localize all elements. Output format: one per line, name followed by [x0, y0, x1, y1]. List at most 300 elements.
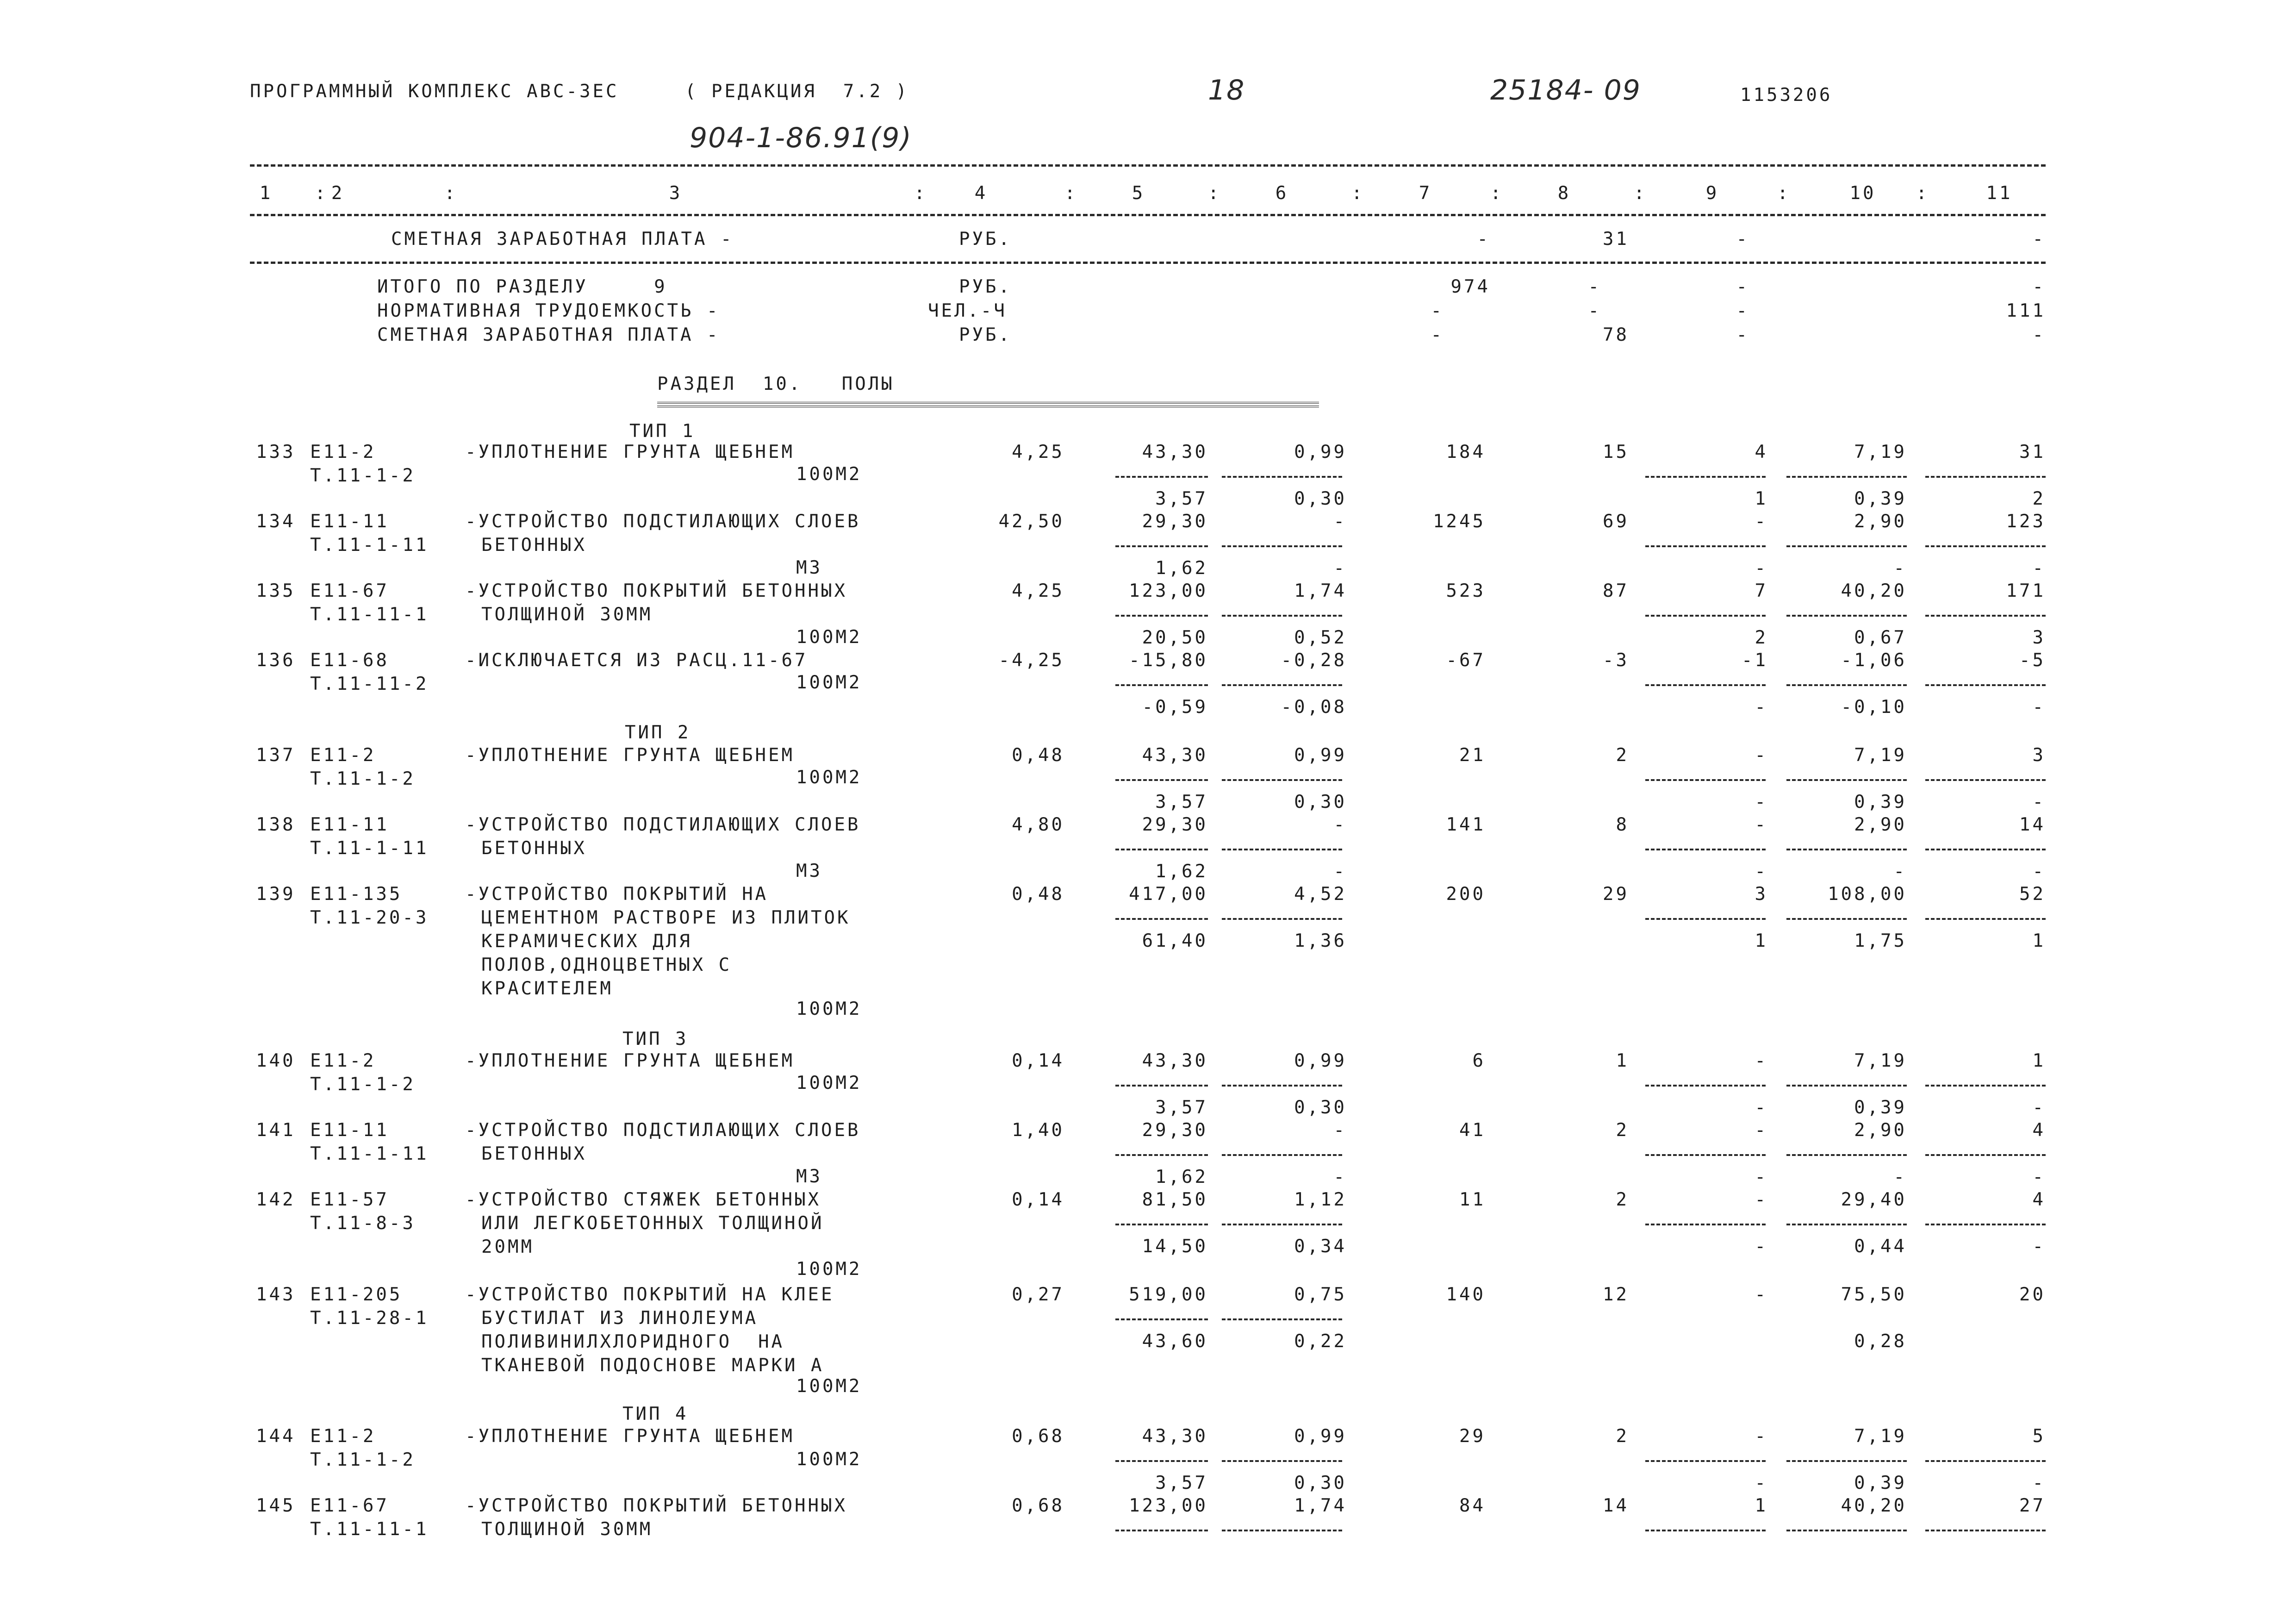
work-description: -УСТРОЙСТВО ПОКРЫТИЙ НА КЛЕЕ — [465, 1284, 834, 1305]
cell-divider — [1222, 545, 1342, 547]
column-sep: : — [315, 183, 328, 204]
wage-total: 2 — [1616, 1426, 1629, 1447]
wage-total: 15 — [1603, 442, 1629, 462]
row-number: 142 — [256, 1189, 296, 1210]
machine-wage: 0,52 — [1294, 627, 1347, 648]
machine-wage-total: 1 — [1755, 488, 1768, 509]
total-cost: 523 — [1446, 581, 1486, 601]
work-description: ТКАНЕВОЙ ПОДОСНОВЕ МАРКИ А — [481, 1355, 824, 1376]
quantity: 4,25 — [1012, 442, 1064, 462]
machine-wage-total: - — [1755, 697, 1768, 718]
cell-divider — [1115, 476, 1208, 478]
cell-divider — [1115, 1224, 1208, 1225]
total-cost: 84 — [1459, 1495, 1486, 1516]
cell-divider — [1925, 1085, 2046, 1087]
section-total-unit: РУБ. — [959, 276, 1012, 297]
cell-divider — [1645, 684, 1766, 686]
cell-divider — [1925, 1460, 2046, 1462]
rate-code: Е11-68 — [310, 650, 389, 671]
program-title: ПРОГРАММНЫЙ КОМПЛЕКС АВС-3ЕС — [250, 81, 619, 102]
rate-code: Е11-67 — [310, 1495, 389, 1516]
unit-label: 100М2 — [796, 1259, 862, 1280]
cell-divider — [1645, 1154, 1766, 1156]
cell-divider — [1222, 1154, 1342, 1156]
summary-wage-c11: - — [2032, 229, 2046, 250]
section-wage-c7: - — [1431, 325, 1444, 345]
header-rule-bottom — [250, 214, 2046, 216]
machine-wage-total: - — [1755, 861, 1768, 882]
cell-divider — [1786, 1224, 1907, 1225]
type-heading: ТИП 3 — [622, 1029, 689, 1049]
header-rule-top — [250, 164, 2046, 167]
row-number: 135 — [256, 581, 296, 601]
work-description: -УСТРОЙСТВО ПОДСТИЛАЮЩИХ СЛОЕВ — [465, 1120, 861, 1141]
column-header-9: 9 — [1705, 183, 1719, 204]
wage-per-unit: 14 — [2019, 814, 2046, 835]
cell-divider — [1925, 779, 2046, 781]
table-reference: Т.11-8-3 — [310, 1213, 416, 1234]
wage-total: 2 — [1616, 745, 1629, 766]
unit-label: 100М2 — [796, 464, 862, 485]
work-description: -ИСКЛЮЧАЕТСЯ ИЗ РАСЦ.11-67 — [465, 650, 808, 671]
machine-cost: 0,99 — [1294, 442, 1347, 462]
machine-total: - — [1755, 511, 1768, 532]
rate-wage: 7,19 — [1854, 1426, 1907, 1447]
unit-price: 29,30 — [1142, 511, 1208, 532]
wage-component: -0,59 — [1142, 697, 1208, 718]
quantity: 0,14 — [1012, 1050, 1064, 1071]
wage-total: 69 — [1603, 511, 1629, 532]
column-header-10: 10 — [1849, 183, 1876, 204]
section-total-c11: - — [2032, 276, 2046, 297]
cell-divider — [1786, 918, 1907, 920]
summary-wage-c9: - — [1736, 229, 1749, 250]
work-description: -УПЛОТНЕНИЕ ГРУНТА ЩЕБНЕМ — [465, 1050, 795, 1071]
machine-wage-total: - — [1755, 1236, 1768, 1257]
quantity: 0,27 — [1012, 1284, 1064, 1305]
machine-wage: 0,22 — [1294, 1331, 1347, 1352]
row-number: 140 — [256, 1050, 296, 1071]
cell-divider — [1925, 1530, 2046, 1531]
rate-machine-wage: 0,28 — [1854, 1331, 1907, 1352]
cell-divider — [1786, 1460, 1907, 1462]
unit-label: 100М2 — [796, 1376, 862, 1397]
work-description: -УСТРОЙСТВО ПОДСТИЛАЮЩИХ СЛОЕВ — [465, 511, 861, 532]
column-sep: : — [1916, 183, 1929, 204]
machine-wage-total: - — [1755, 1167, 1768, 1187]
total-cost: 11 — [1459, 1189, 1486, 1210]
cell-divider — [1222, 1085, 1342, 1087]
cell-divider — [1222, 476, 1342, 478]
machine-total: - — [1755, 1426, 1768, 1447]
work-description: ПОЛИВИНИЛХЛОРИДНОГО НА — [481, 1331, 785, 1352]
column-header-3: 3 — [669, 183, 683, 204]
work-description: БУСТИЛАТ ИЗ ЛИНОЛЕУМА — [481, 1308, 759, 1329]
wage-total: -3 — [1603, 650, 1629, 671]
rate-code: Е11-11 — [310, 814, 389, 835]
cell-divider — [1645, 1530, 1766, 1531]
rate-code: Е11-2 — [310, 442, 376, 462]
wage-component: 3,57 — [1155, 488, 1208, 509]
rate-wage: -1,06 — [1841, 650, 1907, 671]
quantity: 1,40 — [1012, 1120, 1064, 1141]
wage-component: 1,62 — [1155, 1167, 1208, 1187]
table-reference: Т.11-20-3 — [310, 907, 429, 928]
machine-cost: 1,74 — [1294, 581, 1347, 601]
column-header-4: 4 — [974, 183, 988, 204]
cell-divider — [1645, 615, 1766, 617]
wage-per-unit: 4 — [2032, 1120, 2046, 1141]
unit-label: М3 — [796, 1166, 822, 1187]
row-number: 138 — [256, 814, 296, 835]
machine-wage: 0,30 — [1294, 792, 1347, 812]
unit-label: 100М2 — [796, 1073, 862, 1093]
cell-divider — [1645, 1224, 1766, 1225]
machine-wage-per-unit: - — [2032, 861, 2046, 882]
cell-divider — [1925, 545, 2046, 547]
quantity: 42,50 — [998, 511, 1064, 532]
edition-label: ( РЕДАКЦИЯ 7.2 ) — [685, 81, 909, 102]
work-description: КРАСИТЕЛЕМ — [481, 978, 613, 999]
column-header-2: 2 — [331, 183, 345, 204]
wage-per-unit: -5 — [2019, 650, 2046, 671]
work-description: ИЛИ ЛЕГКОБЕТОННЫХ ТОЛЩИНОЙ — [481, 1213, 824, 1234]
cell-divider — [1786, 476, 1907, 478]
unit-price: 29,30 — [1142, 1120, 1208, 1141]
machine-wage: - — [1333, 558, 1347, 579]
work-description: -УПЛОТНЕНИЕ ГРУНТА ЩЕБНЕМ — [465, 442, 795, 462]
total-cost: 140 — [1446, 1284, 1486, 1305]
total-cost: 141 — [1446, 814, 1486, 835]
row-number: 134 — [256, 511, 296, 532]
total-cost: 200 — [1446, 884, 1486, 905]
labor-c8: - — [1588, 300, 1601, 321]
cell-divider — [1786, 1085, 1907, 1087]
column-header-8: 8 — [1557, 183, 1571, 204]
column-sep: : — [1777, 183, 1791, 204]
column-sep: : — [1351, 183, 1365, 204]
wage-per-unit: 123 — [2006, 511, 2046, 532]
work-description: ТОЛЩИНОЙ 30ММ — [481, 1519, 653, 1540]
type-heading: ТИП 2 — [625, 722, 691, 743]
machine-total: - — [1755, 1120, 1768, 1141]
machine-cost: 0,99 — [1294, 1426, 1347, 1447]
work-description: -УСТРОЙСТВО ПОДСТИЛАЮЩИХ СЛОЕВ — [465, 814, 861, 835]
machine-total: 7 — [1755, 581, 1768, 601]
cell-divider — [1115, 615, 1208, 617]
cell-divider — [1645, 476, 1766, 478]
machine-wage-per-unit: 1 — [2032, 931, 2046, 951]
cell-divider — [1786, 545, 1907, 547]
wage-per-unit: 1 — [2032, 1050, 2046, 1071]
rate-code: Е11-2 — [310, 1050, 376, 1071]
unit-price: 519,00 — [1129, 1284, 1208, 1305]
cell-divider — [1222, 1318, 1342, 1320]
table-reference: Т.11-1-11 — [310, 535, 429, 556]
rate-wage: 7,19 — [1854, 442, 1907, 462]
column-header-5: 5 — [1132, 183, 1145, 204]
quantity: 0,68 — [1012, 1495, 1064, 1516]
column-sep: : — [1490, 183, 1504, 204]
rate-wage: 40,20 — [1841, 1495, 1907, 1516]
row-number: 145 — [256, 1495, 296, 1516]
machine-wage: -0,08 — [1281, 697, 1347, 718]
section-wage-unit: РУБ. — [959, 325, 1012, 345]
cell-divider — [1222, 849, 1342, 850]
rate-wage: 29,40 — [1841, 1189, 1907, 1210]
unit-label: 100М2 — [796, 627, 862, 648]
quantity: 0,48 — [1012, 884, 1064, 905]
unit-label: М3 — [796, 861, 822, 881]
unit-price: 123,00 — [1129, 581, 1208, 601]
machine-total: -1 — [1742, 650, 1768, 671]
table-reference: Т.11-1-11 — [310, 838, 429, 859]
cell-divider — [1222, 615, 1342, 617]
unit-label: М3 — [796, 557, 822, 578]
wage-total: 2 — [1616, 1189, 1629, 1210]
work-description: КЕРАМИЧЕСКИХ ДЛЯ — [481, 931, 692, 952]
cell-divider — [1222, 779, 1342, 781]
unit-price: 43,30 — [1142, 1426, 1208, 1447]
rate-machine-wage: -0,10 — [1841, 697, 1907, 718]
quantity: 0,14 — [1012, 1189, 1064, 1210]
machine-wage-per-unit: 2 — [2032, 488, 2046, 509]
table-reference: Т.11-1-11 — [310, 1143, 429, 1164]
machine-wage-per-unit: - — [2032, 697, 2046, 718]
column-header-1: 1 — [259, 183, 273, 204]
unit-price: 43,30 — [1142, 745, 1208, 766]
row-number: 136 — [256, 650, 296, 671]
row-number: 141 — [256, 1120, 296, 1141]
rate-machine-wage: 0,39 — [1854, 1097, 1907, 1118]
cell-divider — [1645, 779, 1766, 781]
page-number: 18 — [1208, 74, 1245, 106]
machine-wage: 1,36 — [1294, 931, 1347, 951]
cell-divider — [1645, 918, 1766, 920]
cell-divider — [1645, 545, 1766, 547]
section-wage-c11: - — [2032, 325, 2046, 345]
cell-divider — [1222, 1224, 1342, 1225]
cell-divider — [1115, 1530, 1208, 1531]
labor-c9: - — [1736, 300, 1749, 321]
work-description: БЕТОННЫХ — [481, 535, 587, 556]
work-description: ПОЛОВ,ОДНОЦВЕТНЫХ С — [481, 955, 732, 975]
table-reference: Т.11-11-2 — [310, 674, 429, 694]
cell-divider — [1115, 779, 1208, 781]
rate-wage: 2,90 — [1854, 814, 1907, 835]
quantity: 4,80 — [1012, 814, 1064, 835]
cell-divider — [1786, 615, 1907, 617]
cell-divider — [1115, 849, 1208, 850]
column-sep: : — [1208, 183, 1221, 204]
machine-total: 4 — [1755, 442, 1768, 462]
wage-total: 1 — [1616, 1050, 1629, 1071]
summary-wage-c7: - — [1477, 229, 1490, 250]
rate-code: Е11-205 — [310, 1284, 403, 1305]
machine-wage-per-unit: - — [2032, 1097, 2046, 1118]
section-total-c7: 974 — [1450, 276, 1490, 297]
column-header-7: 7 — [1419, 183, 1432, 204]
cell-divider — [1925, 1224, 2046, 1225]
machine-wage-total: - — [1755, 1097, 1768, 1118]
cell-divider — [1786, 684, 1907, 686]
machine-total: - — [1755, 1050, 1768, 1071]
wage-total: 87 — [1603, 581, 1629, 601]
machine-wage: - — [1333, 1167, 1347, 1187]
table-reference: Т.11-1-2 — [310, 465, 416, 486]
cell-divider — [1925, 476, 2046, 478]
machine-total: - — [1755, 1189, 1768, 1210]
wage-per-unit: 3 — [2032, 745, 2046, 766]
rate-code: Е11-135 — [310, 884, 403, 905]
section-total-c9: - — [1736, 276, 1749, 297]
wage-component: 3,57 — [1155, 792, 1208, 812]
machine-cost: 0,99 — [1294, 745, 1347, 766]
wage-component: 14,50 — [1142, 1236, 1208, 1257]
wage-per-unit: 27 — [2019, 1495, 2046, 1516]
row-number: 144 — [256, 1426, 296, 1447]
machine-wage: - — [1333, 861, 1347, 882]
cell-divider — [1645, 1085, 1766, 1087]
work-description: -УСТРОЙСТВО ПОКРЫТИЙ НА — [465, 884, 769, 905]
labor-unit: ЧЕЛ.-Ч — [928, 300, 1007, 321]
handwritten-reference: 904-1-86.91(9) — [690, 122, 912, 154]
machine-wage-total: - — [1755, 792, 1768, 812]
wage-per-unit: 31 — [2019, 442, 2046, 462]
wage-component: 3,57 — [1155, 1097, 1208, 1118]
quantity: 4,25 — [1012, 581, 1064, 601]
unit-label: 100М2 — [796, 767, 862, 788]
section-wage-c9: - — [1736, 325, 1749, 345]
rate-code: Е11-67 — [310, 581, 389, 601]
rate-code: Е11-2 — [310, 1426, 376, 1447]
total-cost: 29 — [1459, 1426, 1486, 1447]
machine-cost: 1,12 — [1294, 1189, 1347, 1210]
rate-code: Е11-11 — [310, 511, 389, 532]
rate-machine-wage: 1,75 — [1854, 931, 1907, 951]
cell-divider — [1222, 918, 1342, 920]
cell-divider — [1786, 1154, 1907, 1156]
rate-machine-wage: 0,39 — [1854, 488, 1907, 509]
wage-component: 43,60 — [1142, 1331, 1208, 1352]
work-description: БЕТОННЫХ — [481, 1143, 587, 1164]
cell-divider — [1115, 1085, 1208, 1087]
unit-price: 43,30 — [1142, 1050, 1208, 1071]
row-number: 139 — [256, 884, 296, 905]
cell-divider — [1786, 779, 1907, 781]
machine-cost: - — [1333, 511, 1347, 532]
section-title: РАЗДЕЛ 10. ПОЛЫ — [657, 374, 895, 394]
column-header-6: 6 — [1275, 183, 1289, 204]
summary-wage-unit: РУБ. — [959, 229, 1012, 250]
machine-wage: 0,30 — [1294, 488, 1347, 509]
document-code: 1153206 — [1740, 85, 1833, 106]
rate-code: Е11-11 — [310, 1120, 389, 1141]
wage-total: 29 — [1603, 884, 1629, 905]
cell-divider — [1925, 849, 2046, 850]
summary-wage-c8: 31 — [1603, 229, 1629, 250]
labor-c11: 111 — [2006, 300, 2046, 321]
rate-machine-wage: 0,39 — [1854, 792, 1907, 812]
wage-component: 3,57 — [1155, 1473, 1208, 1493]
wage-per-unit: 171 — [2006, 581, 2046, 601]
cell-divider — [1115, 918, 1208, 920]
unit-label: 100М2 — [796, 672, 862, 693]
labor-label: НОРМАТИВНАЯ ТРУДОЕМКОСТЬ - — [377, 300, 720, 321]
section-wage-label: СМЕТНАЯ ЗАРАБОТНАЯ ПЛАТА - — [377, 325, 720, 345]
rate-wage: 108,00 — [1828, 884, 1907, 905]
wage-per-unit: 52 — [2019, 884, 2046, 905]
machine-cost: - — [1333, 1120, 1347, 1141]
labor-c7: - — [1431, 300, 1444, 321]
rate-machine-wage: 0,67 — [1854, 627, 1907, 648]
wage-per-unit: 5 — [2032, 1426, 2046, 1447]
work-description: -УСТРОЙСТВО ПОКРЫТИЙ БЕТОННЫХ — [465, 581, 847, 601]
machine-total: 1 — [1755, 1495, 1768, 1516]
work-description: -УСТРОЙСТВО ПОКРЫТИЙ БЕТОННЫХ — [465, 1495, 847, 1516]
rate-code: Е11-57 — [310, 1189, 389, 1210]
cell-divider — [1786, 849, 1907, 850]
total-cost: 21 — [1459, 745, 1486, 766]
wage-component: 1,62 — [1155, 861, 1208, 882]
wage-per-unit: 20 — [2019, 1284, 2046, 1305]
work-description: 20ММ — [481, 1237, 534, 1257]
cell-divider — [1115, 1154, 1208, 1156]
machine-wage: 0,34 — [1294, 1236, 1347, 1257]
machine-wage-per-unit: 3 — [2032, 627, 2046, 648]
work-description: -УПЛОТНЕНИЕ ГРУНТА ЩЕБНЕМ — [465, 1426, 795, 1447]
machine-wage-per-unit: - — [2032, 558, 2046, 579]
cell-divider — [1222, 1460, 1342, 1462]
unit-price: 43,30 — [1142, 442, 1208, 462]
rate-code: Е11-2 — [310, 745, 376, 766]
wage-total: 2 — [1616, 1120, 1629, 1141]
machine-total: - — [1755, 814, 1768, 835]
section-total-label: ИТОГО ПО РАЗДЕЛУ 9 — [377, 276, 667, 297]
wage-total: 12 — [1603, 1284, 1629, 1305]
machine-wage-per-unit: - — [2032, 1236, 2046, 1257]
machine-cost: 4,52 — [1294, 884, 1347, 905]
wage-component: 61,40 — [1142, 931, 1208, 951]
rate-wage: 2,90 — [1854, 511, 1907, 532]
column-sep: : — [444, 183, 458, 204]
machine-cost: 1,74 — [1294, 1495, 1347, 1516]
machine-wage: 0,30 — [1294, 1097, 1347, 1118]
unit-label: 100М2 — [796, 999, 862, 1019]
column-sep: : — [1064, 183, 1078, 204]
rate-wage: 7,19 — [1854, 745, 1907, 766]
wage-component: 20,50 — [1142, 627, 1208, 648]
machine-wage-total: 1 — [1755, 931, 1768, 951]
machine-cost: 0,99 — [1294, 1050, 1347, 1071]
cell-divider — [1115, 684, 1208, 686]
project-number: 25184- 09 — [1490, 74, 1641, 106]
row-number: 143 — [256, 1284, 296, 1305]
cell-divider — [1925, 615, 2046, 617]
type-heading: ТИП 1 — [629, 421, 696, 442]
wage-total: 14 — [1603, 1495, 1629, 1516]
rate-wage: 7,19 — [1854, 1050, 1907, 1071]
unit-price: 417,00 — [1129, 884, 1208, 905]
table-reference: Т.11-28-1 — [310, 1308, 429, 1329]
wage-per-unit: 4 — [2032, 1189, 2046, 1210]
cell-divider — [1222, 1530, 1342, 1531]
cell-divider — [1925, 1154, 2046, 1156]
wage-component: 1,62 — [1155, 558, 1208, 579]
column-sep: : — [1634, 183, 1647, 204]
machine-cost: -0,28 — [1281, 650, 1347, 671]
machine-wage-per-unit: - — [2032, 792, 2046, 812]
